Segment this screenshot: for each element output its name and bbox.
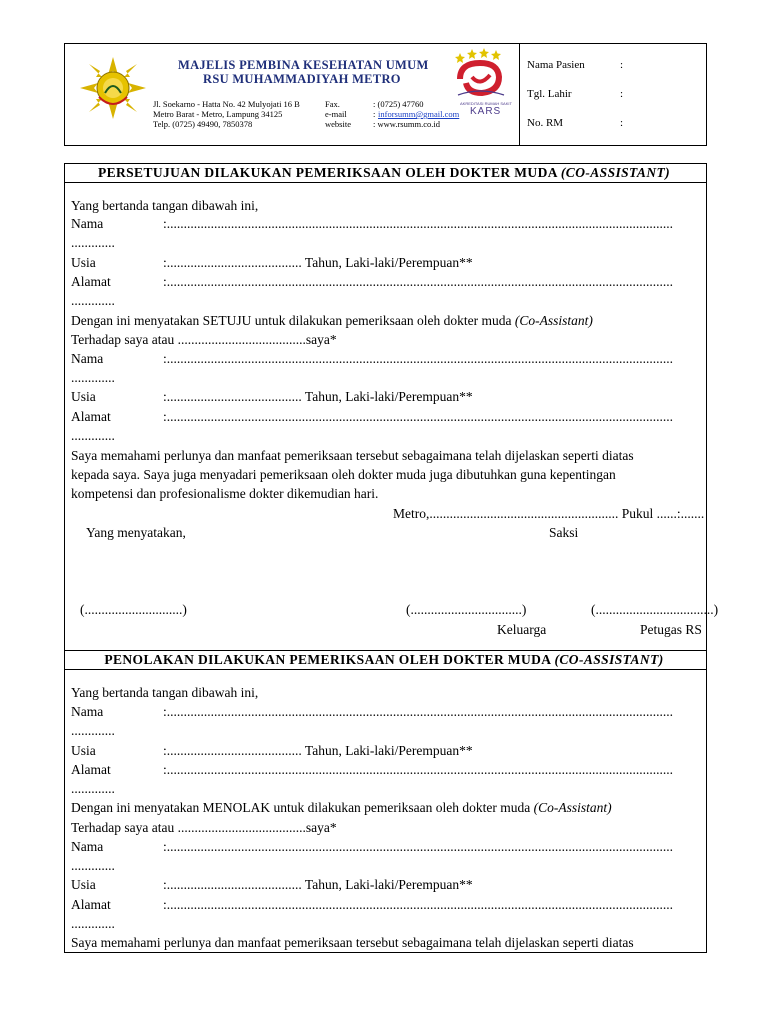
fax-label: Fax.: [325, 99, 340, 109]
reject-usia-field[interactable]: :........................................: [163, 743, 302, 758]
agree-title-italic: (CO-ASSISTANT): [560, 165, 671, 180]
agree-statement-italic: (Co-Assistant): [514, 313, 593, 328]
agree-terhadap[interactable]: Terhadap saya atau ......................................saya*: [71, 332, 337, 347]
patient-rm-label: No. RM: [527, 117, 564, 129]
agree-usia-label: Usia: [71, 255, 96, 270]
reject-alamat-label: Alamat: [71, 762, 111, 777]
phone-line: Telp. (0725) 49490, 7850378: [153, 119, 253, 129]
agree-nama2-label: Nama: [71, 351, 104, 366]
agree-paragraph-line2: kepada saya. Saya juga menyadari pemeriksaan oleh dokter muda juga dibutuhkan guna kepentingan: [71, 467, 616, 482]
email-link[interactable]: inforsumm@gmail.com: [378, 109, 460, 119]
agree-usia2-suffix: Tahun, Laki-laki/Perempuan**: [301, 389, 473, 404]
reject-usia2-row: [163, 877, 473, 893]
agree-yang-menyatakan: Yang menyatakan,: [86, 525, 186, 540]
reject-statement-text: Dengan ini menyatakan MENOLAK untuk dilakukan pemeriksaan oleh dokter muda: [71, 800, 534, 815]
reject-statement-italic: (Co-Assistant): [533, 800, 612, 815]
agree-nama-wrap: .............: [71, 235, 115, 250]
agree-nama2-field[interactable]: :......................................................................................................................................................: [163, 351, 674, 366]
reject-title-main: PENOLAKAN DILAKUKAN PEMERIKSAAN OLEH DOKTER MUDA: [104, 652, 555, 667]
agree-alamat-wrap: .............: [71, 293, 115, 308]
patient-rm-colon: :: [620, 117, 624, 129]
agree-title-main: PERSETUJUAN DILAKUKAN PEMERIKSAAN OLEH DOKTER MUDA: [97, 165, 561, 180]
agree-usia-suffix: Tahun, Laki-laki/Perempuan**: [301, 255, 473, 270]
reject-nama-label: Nama: [71, 704, 104, 719]
reject-nama2-wrap: .............: [71, 858, 115, 873]
reject-usia-row: [163, 743, 473, 759]
agree-title-underline: [64, 182, 707, 183]
muhammadiyah-logo-icon: [78, 55, 148, 121]
agree-alamat2-field[interactable]: :......................................................................................................................................................: [163, 409, 674, 424]
reject-terhadap[interactable]: Terhadap saya atau ......................................saya*: [71, 820, 337, 835]
reject-usia2-field[interactable]: :........................................: [163, 877, 302, 892]
reject-title-italic: (CO-ASSISTANT): [554, 652, 664, 667]
website-value: : www.rsumm.co.id: [373, 119, 440, 129]
reject-nama2-label: Nama: [71, 839, 104, 854]
reject-nama-field[interactable]: :......................................................................................................................................................: [163, 704, 674, 719]
reject-intro: Yang bertanda tangan dibawah ini,: [71, 685, 259, 700]
reject-nama-wrap: .............: [71, 723, 115, 738]
agree-usia2-label: Usia: [71, 389, 96, 404]
org-name-line2: RSU MUHAMMADIYAH METRO: [203, 72, 401, 86]
reject-alamat2-field[interactable]: :......................................................................................................................................................: [163, 897, 674, 912]
reject-title-topline: [64, 650, 707, 651]
reject-usia-suffix: Tahun, Laki-laki/Perempuan**: [301, 743, 473, 758]
agree-signature-declarant[interactable]: (.............................): [80, 602, 187, 617]
address-line1: Jl. Soekarno - Hatta No. 42 Mulyojati 16 B: [153, 99, 300, 109]
agree-nama-field[interactable]: :......................................................................................................................................................: [163, 216, 674, 231]
org-name-line1: MAJELIS PEMBINA KESEHATAN UMUM: [178, 58, 429, 72]
reject-alamat2-label: Alamat: [71, 897, 111, 912]
agree-signature-staff[interactable]: (...................................): [591, 602, 719, 617]
agree-statement: [71, 313, 593, 329]
agree-alamat-field[interactable]: :......................................................................................................................................................: [163, 274, 674, 289]
patient-name-colon: :: [620, 59, 624, 71]
agree-alamat-label: Alamat: [71, 274, 111, 289]
reject-usia2-suffix: Tahun, Laki-laki/Perempuan**: [301, 877, 473, 892]
header-divider: [519, 43, 520, 146]
reject-title: [0, 652, 768, 668]
agree-place-time[interactable]: Metro,........................................................ Pukul ......:.......: [393, 506, 705, 521]
address-line2: Metro Barat - Metro, Lampung 34125: [153, 109, 283, 119]
agree-nama-label: Nama: [71, 216, 104, 231]
patient-dob-colon: :: [620, 88, 624, 100]
agree-intro: Yang bertanda tangan dibawah ini,: [71, 198, 259, 213]
reject-nama2-field[interactable]: :......................................................................................................................................................: [163, 839, 674, 854]
reject-alamat2-wrap: .............: [71, 916, 115, 931]
reject-alamat-field[interactable]: :......................................................................................................................................................: [163, 762, 674, 777]
reject-statement: [71, 800, 612, 816]
kars-caption: AKREDITASI RUMAH SAKIT: [460, 101, 512, 106]
agree-usia2-field[interactable]: :........................................: [163, 389, 302, 404]
agree-alamat2-label: Alamat: [71, 409, 111, 424]
agree-nama2-wrap: .............: [71, 370, 115, 385]
agree-title: [0, 165, 768, 181]
agree-paragraph-line3: kompetensi dan profesionalisme dokter dikemudian hari.: [71, 486, 379, 501]
email-colon: :: [373, 109, 376, 119]
reject-usia2-label: Usia: [71, 877, 96, 892]
reject-title-underline: [64, 669, 707, 670]
fax-value: : (0725) 47760: [373, 99, 424, 109]
kars-logo-icon: [450, 47, 512, 107]
agree-usia2-row: [163, 389, 473, 405]
kars-label: KARS: [470, 106, 502, 117]
agree-saksi: Saksi: [549, 525, 579, 540]
reject-usia-label: Usia: [71, 743, 96, 758]
email-label: e-mail: [325, 109, 347, 119]
agree-signature-family[interactable]: (.................................): [406, 602, 527, 617]
agree-keluarga-label: Keluarga: [497, 622, 547, 637]
agree-usia-row: [163, 255, 473, 271]
patient-dob-label: Tgl. Lahir: [527, 88, 572, 100]
agree-alamat2-wrap: .............: [71, 428, 115, 443]
agree-usia-field[interactable]: :........................................: [163, 255, 302, 270]
patient-name-label: Nama Pasien: [527, 59, 585, 71]
reject-alamat-wrap: .............: [71, 781, 115, 796]
agree-paragraph-line1: Saya memahami perlunya dan manfaat pemeriksaan tersebut sebagaimana telah dijelaskan seperti diatas: [71, 448, 634, 463]
website-label: website: [325, 119, 351, 129]
agree-statement-text: Dengan ini menyatakan SETUJU untuk dilakukan pemeriksaan oleh dokter muda: [71, 313, 515, 328]
reject-paragraph-line1: Saya memahami perlunya dan manfaat pemeriksaan tersebut sebagaimana telah dijelaskan seperti diatas: [71, 935, 634, 950]
agree-petugas-label: Petugas RS: [640, 622, 702, 637]
